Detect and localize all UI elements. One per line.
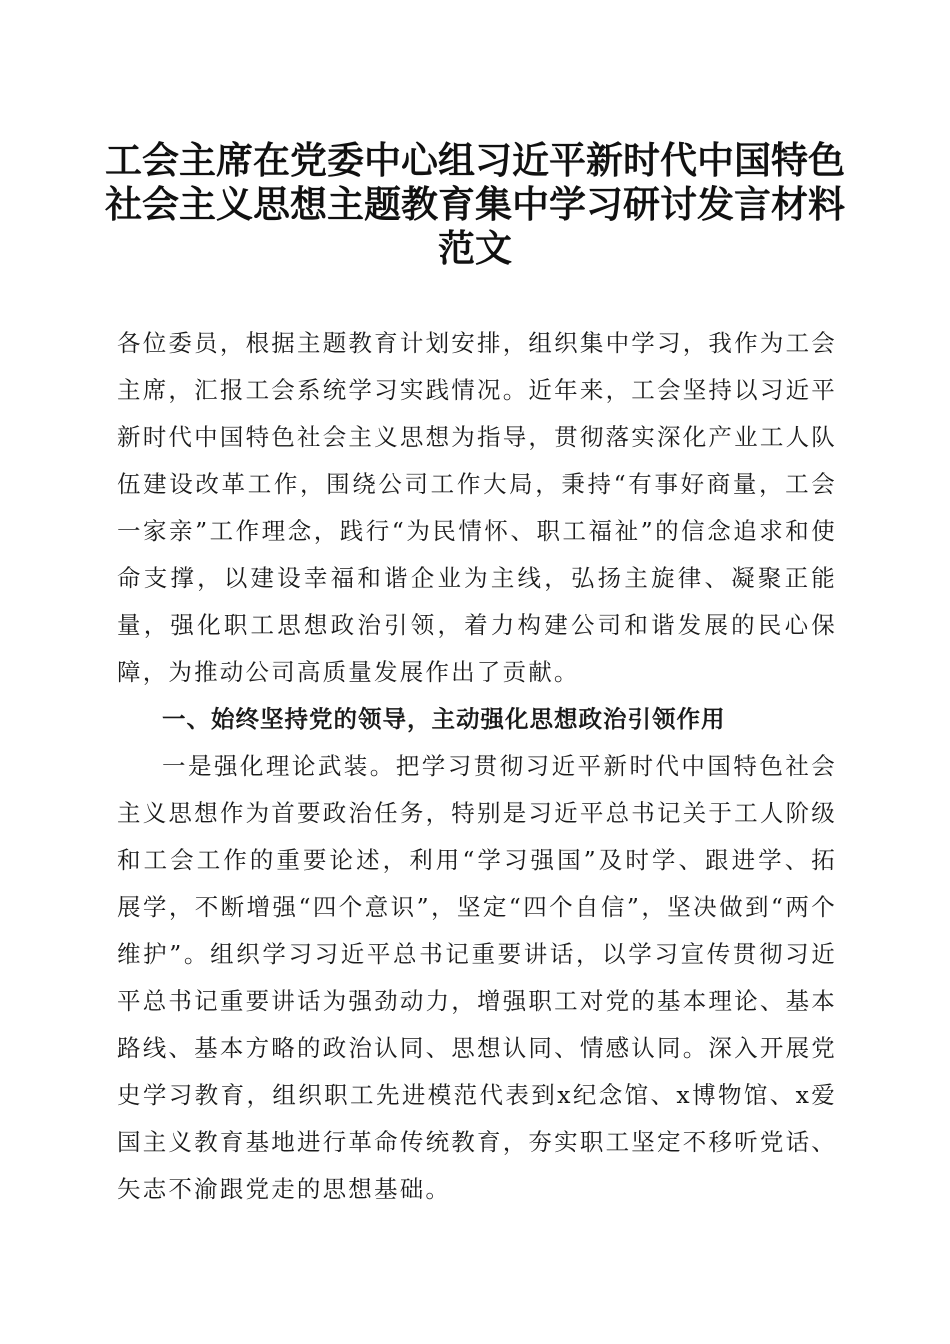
title-line-3: 范文 [438,226,512,270]
section-heading: 一、始终坚持党的领导，主动强化思想政治引领作用 [162,705,726,733]
section-paragraph-body: 把学习贯彻习近平新时代中国特色社会主义思想作为首要政治任务，特别是习近平总书记关于工人阶级和工会工作的重要论述，利用“学习强国”及时学、跟进学、拓展学，不断增强“四个意识”，坚定“四个自信”，坚决做到“两个维护”。组织学习习近平总书记重要讲话，以学习宣传贯彻习近平总书记重要讲话为强劲动力，增强职工对党的基本理论、基本路线、基本方略的政治认同、思想认同、情感认同。深入开展党史学习教育，组织职工先进模范代表到x纪念馆、x博物馆、x爱国主义教育基地进行革命传统教育，夯实职工坚定不移听党话、矢志不渝跟党走的思想基础。 [117,752,837,1203]
document-title [100,138,850,270]
section-paragraph [117,743,837,1213]
intro-paragraph: 各位委员，根据主题教育计划安排，组织集中学习，我作为工会主席，汇报工会系统学习实践情况。近年来，工会坚持以习近平新时代中国特色社会主义思想为指导，贯彻落实深化产业工人队伍建设改革工作，围绕公司工作大局，秉持“有事好商量，工会一家亲”工作理念，践行“为民情怀、职工福祉”的信念追求和使命支撑，以建设幸福和谐企业为主线，弘扬主旋律、凝聚正能量，强化职工思想政治引领，着力构建公司和谐发展的民心保障，为推动公司高质量发展作出了贡献。 [117,329,837,686]
document-body [117,320,837,1213]
title-line-1: 工会主席在党委中心组习近平新时代中国特色 [105,138,845,182]
section-paragraph-lead: 一是强化理论武装。 [162,752,396,780]
title-line-2: 社会主义思想主题教育集中学习研讨发言材料 [105,182,845,226]
